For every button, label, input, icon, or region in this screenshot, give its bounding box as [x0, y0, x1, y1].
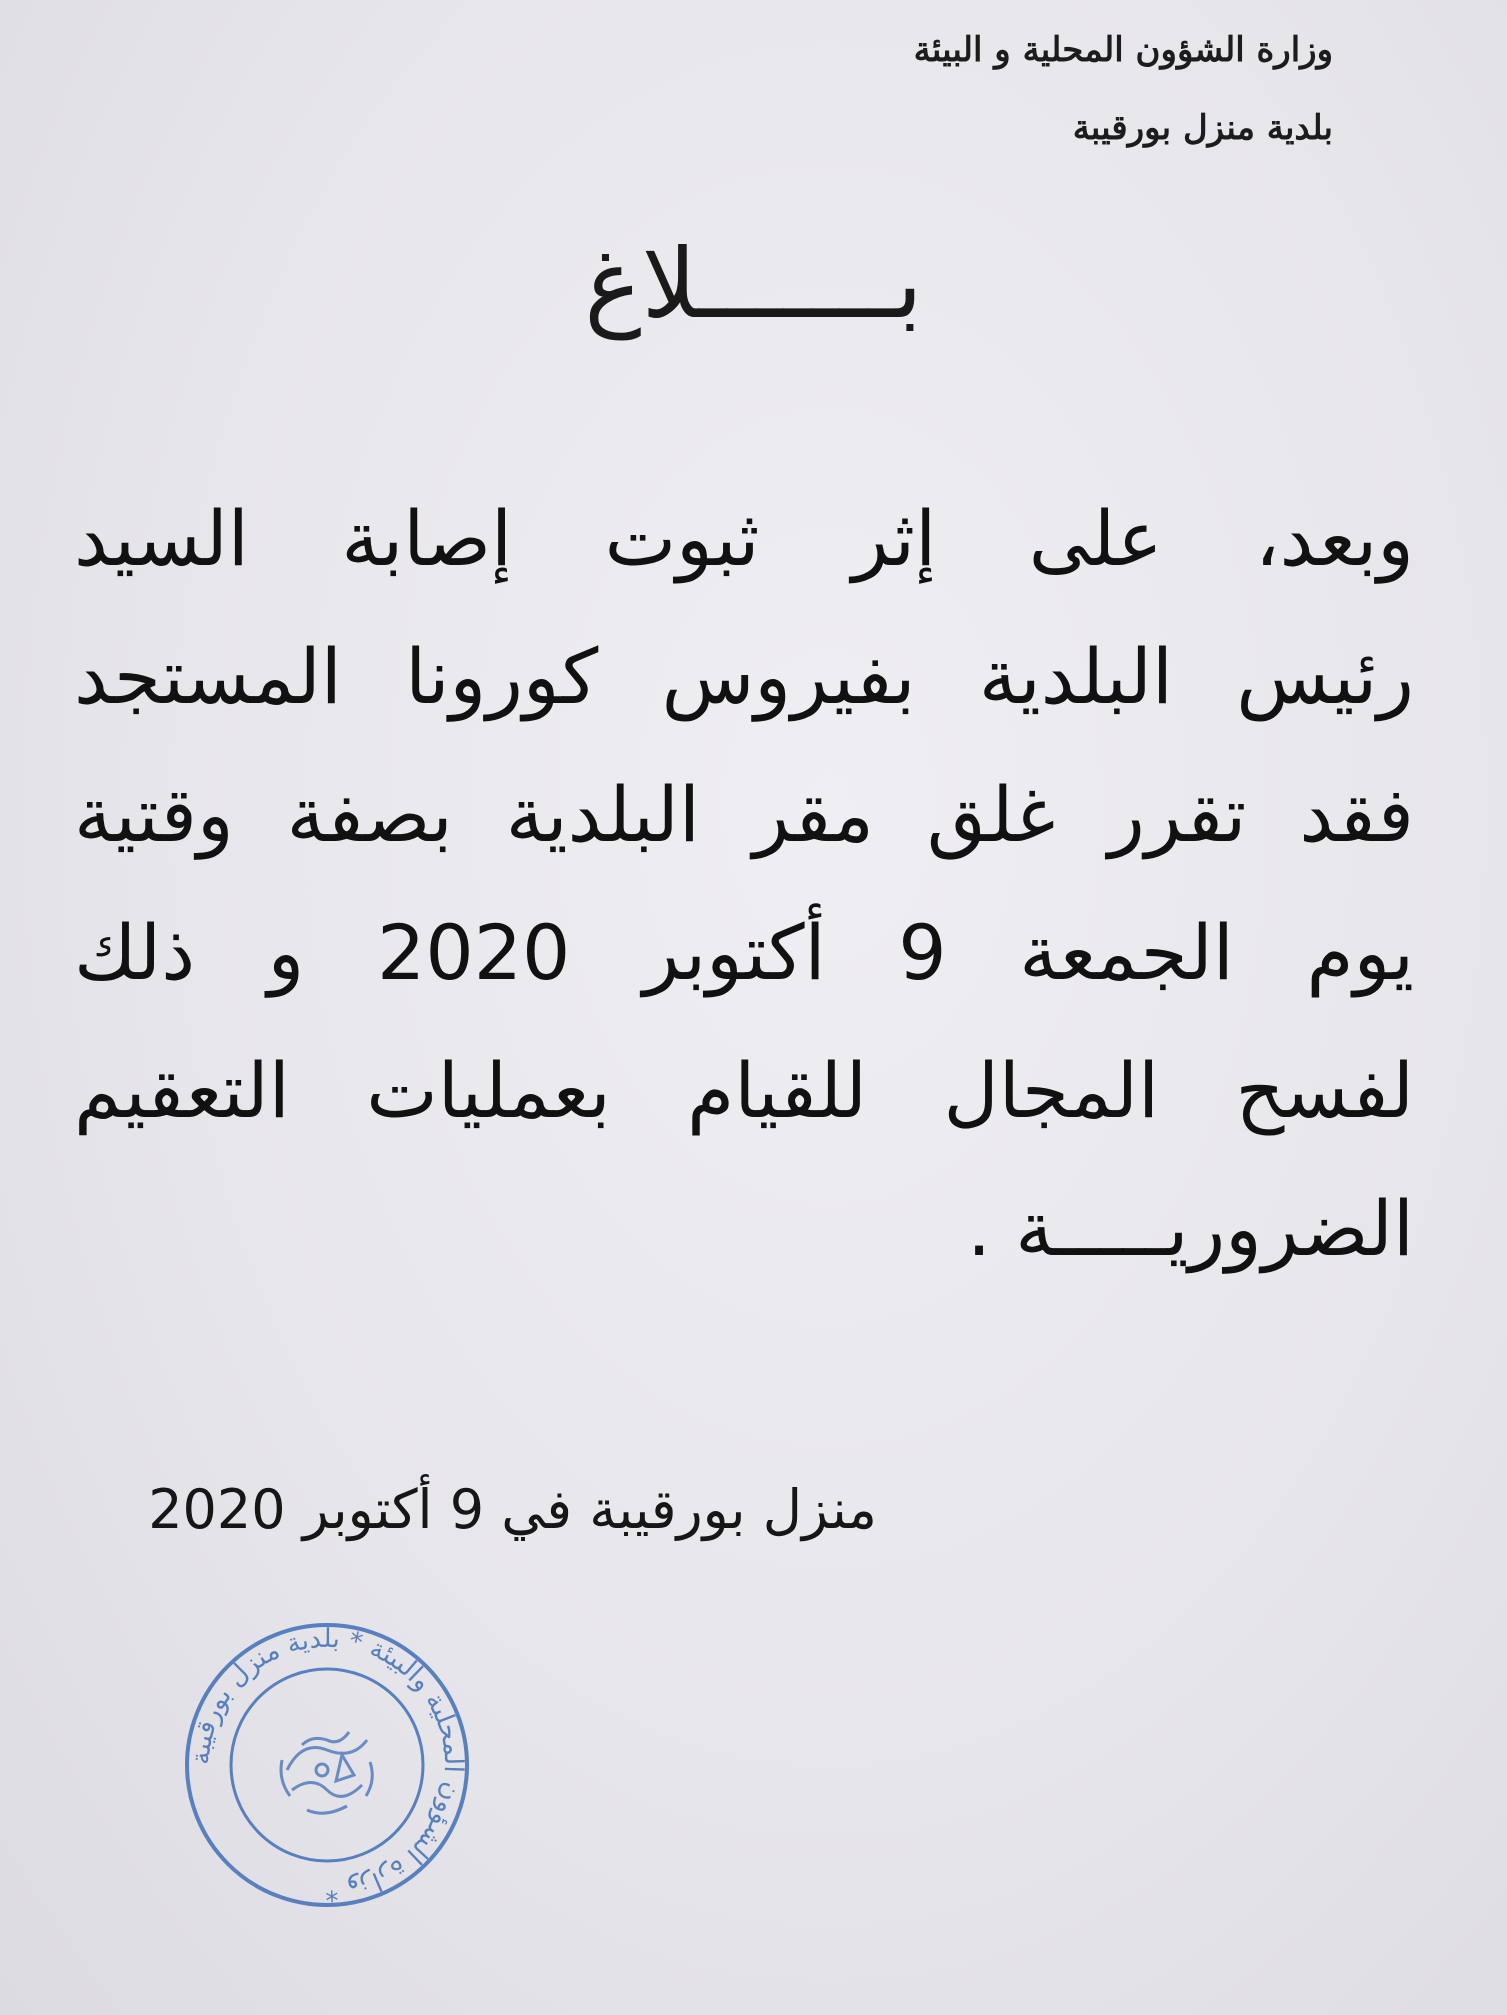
stamp-outer-text: وزارة الشؤون المحلية والبيئة * بلدية منزل بورقيبة * [185, 1623, 469, 1907]
body-line: لفسح المجال للقيام بعمليات التعقيم [74, 1046, 1414, 1135]
stamp-emblem [281, 1732, 372, 1813]
body-line: وبعد، على إثر ثبوت إصابة السيد [74, 494, 1414, 583]
body-line: رئيس البلدية بفيروس كورونا المستجد [74, 632, 1414, 721]
announcement-body [74, 470, 1414, 1298]
header-ministry: وزارة الشؤون المحلية و البيئة [913, 30, 1333, 70]
body-line: الضروريـــــة . [966, 1184, 1414, 1273]
header-municipality: بلدية منزل بورقيبة [1072, 108, 1333, 148]
document-title: بـــــــلاغ [584, 228, 923, 340]
body-line: يوم الجمعة 9 أكتوبر 2020 و ذلك [74, 908, 1414, 997]
date-line: منزل بورقيبة في 9 أكتوبر 2020 [148, 1478, 877, 1541]
official-stamp [182, 1620, 472, 1910]
body-line: فقد تقرر غلق مقر البلدية بصفة وقتية [74, 770, 1414, 859]
